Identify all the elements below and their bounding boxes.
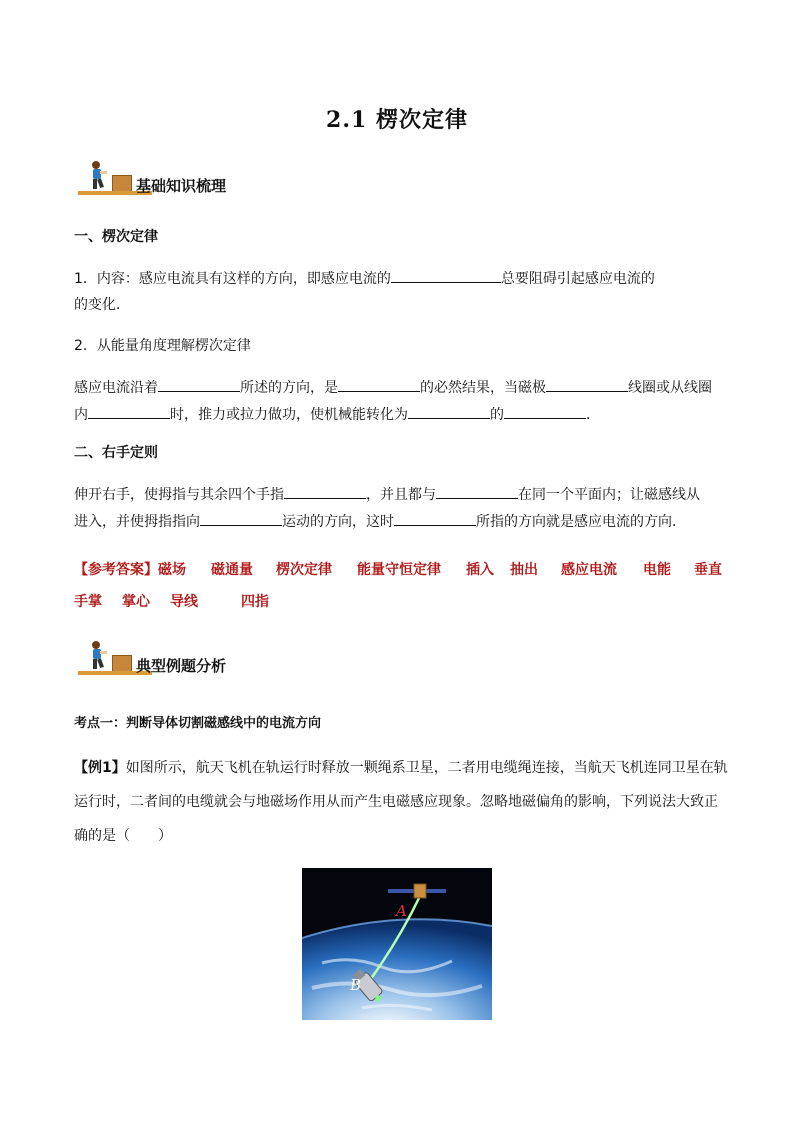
example1-line3: 确的是（ ） xyxy=(74,828,172,844)
blank xyxy=(546,377,628,392)
item1-prefix: 1．内容：感应电流具有这样的方向，即感应电流的 xyxy=(74,271,391,287)
item1-line1 xyxy=(74,268,655,289)
example-label: 【例1】 xyxy=(74,760,126,776)
energy-line2 xyxy=(74,404,600,425)
text: ，并且都与 xyxy=(366,487,436,503)
blank xyxy=(158,377,240,392)
text: 进入，并使拇指指向 xyxy=(74,514,200,530)
box-icon xyxy=(112,175,132,192)
text: 内 xyxy=(74,407,88,423)
text: 如图所示，航天飞机在轨运行时释放一颗绳系卫星，二者用电缆绳连接，当航天飞机连同卫星在轨 xyxy=(125,760,728,776)
example1-line2: 运行时，二者间的电缆就会与地磁场作用从而产生电磁感应现象。忽略地磁偏角的影响，下列说法大致正 xyxy=(74,794,718,810)
item1-suffix: 总要阻碍引起感应电流的 xyxy=(500,271,655,287)
answer-item: 磁场 xyxy=(158,562,186,578)
rule-line1 xyxy=(74,484,700,505)
text: 时，推力或拉力做功，使机械能转化为 xyxy=(170,407,408,423)
point1-heading: 考点一：判断导体切割磁感线中的电流方向 xyxy=(74,716,322,731)
label-a: A xyxy=(396,902,407,920)
rule-line2 xyxy=(74,511,686,532)
pushing-person-icon xyxy=(86,640,108,672)
satellite-tether-figure xyxy=(302,868,492,1020)
answer-item: 感应电流 xyxy=(561,562,617,578)
text: ． xyxy=(586,407,600,423)
item2-heading: 2．从能量角度理解楞次定律 xyxy=(74,338,251,354)
item1-line2: 的变化． xyxy=(74,297,130,313)
answer-item: 抽出 xyxy=(510,562,538,578)
blank xyxy=(338,377,420,392)
blank xyxy=(504,404,586,419)
section-header-examples xyxy=(78,640,228,680)
answer-item: 插入 xyxy=(466,562,494,578)
example1-line1 xyxy=(74,758,728,778)
label-b: B xyxy=(350,976,362,994)
text: 所指的方向就是感应电流的方向． xyxy=(476,514,686,530)
text: 伸开右手，使拇指与其余四个手指 xyxy=(74,487,284,503)
answer-item: 电能 xyxy=(643,562,671,578)
box-icon xyxy=(112,655,132,672)
blank xyxy=(436,484,518,499)
text: 运动的方向，这时 xyxy=(282,514,394,530)
answer-item: 磁通量 xyxy=(211,562,253,578)
text: 所述的方向，是 xyxy=(240,380,338,396)
answer-item: 四指 xyxy=(241,594,269,610)
answer-item: 楞次定律 xyxy=(276,562,332,578)
answer-label: 【参考答案】 xyxy=(74,562,158,578)
answer-item: 手掌 xyxy=(74,594,102,610)
answer-item: 导线 xyxy=(170,594,198,610)
text: 的 xyxy=(490,407,504,423)
part1-heading: 一、楞次定律 xyxy=(74,229,158,245)
answer-line2 xyxy=(74,591,374,611)
text: 的必然结果，当磁极 xyxy=(420,380,546,396)
page-title: 2.1 楞次定律 xyxy=(326,107,468,133)
text: 在同一个平面内；让磁感线从 xyxy=(518,487,700,503)
answer-item: 垂直 xyxy=(694,562,722,578)
blank xyxy=(88,404,170,419)
text: 感应电流沿着 xyxy=(74,380,158,396)
section-header-basics xyxy=(78,160,228,200)
text: 线圈或从线圈 xyxy=(628,380,712,396)
answer-item: 能量守恒定律 xyxy=(357,562,441,578)
blank xyxy=(408,404,490,419)
blank xyxy=(394,511,476,526)
section-heading: 基础知识梳理 xyxy=(136,177,227,195)
blank xyxy=(284,484,366,499)
blank xyxy=(391,268,501,283)
energy-line1 xyxy=(74,377,712,398)
pushing-person-icon xyxy=(86,160,108,192)
blank xyxy=(200,511,282,526)
part2-heading: 二、右手定则 xyxy=(74,445,158,461)
section-heading: 典型例题分析 xyxy=(136,657,227,675)
answer-item: 掌心 xyxy=(122,594,150,610)
answer-line1 xyxy=(74,559,724,579)
